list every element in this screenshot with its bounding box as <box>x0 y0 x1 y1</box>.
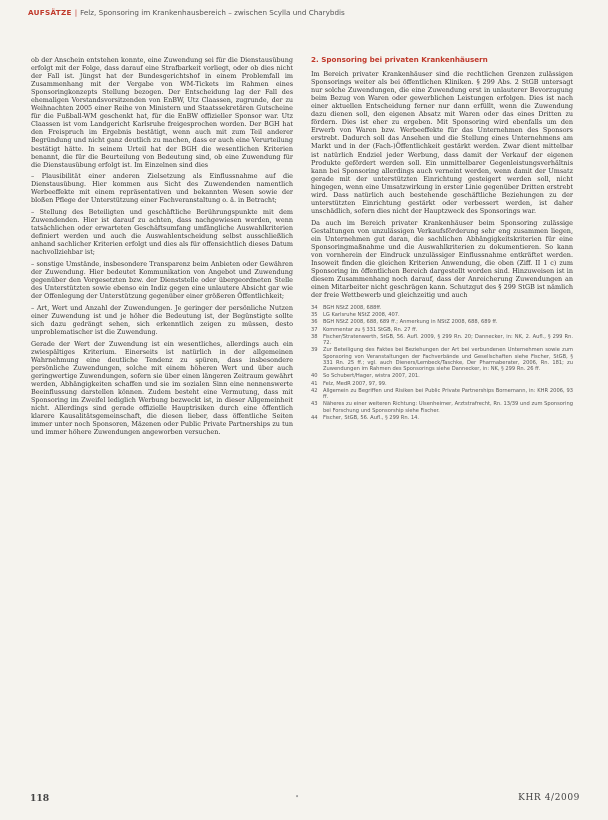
footnote-number: 40 <box>311 373 318 380</box>
right-paragraph: Da auch im Bereich privater Krankenhäuser beim Sponsoring zulässige Gestaltungen von unzulässigen Verkaufsförderung sehr eng zusammen liegen, ein Unternehmen gut daran, die sachlichen Abhängigkeitskriterien für eine Sponsoringmaßnahme und die Auswahlkriterien zu dokumentieren. So kann von vornherein der Eindruck unzulässiger Einflussnahme entkräftet werden. Insoweit finden die gleichen Kriterien Anwendung, die oben (Ziff. II 1 c) zum Sponsoring im öffentlichen Bereich dargestellt worden sind. Hinzuweisen ist in diesem Zusammenhang noch darauf, dass der Anreicherung Zuwendungen an einen Mitarbeiter nicht geschrägen kann. Schutzgut des § 299 StGB ist nämlich der freie Wettbewerb und gleichzeitig und auch <box>311 218 573 300</box>
footnote <box>311 415 573 421</box>
footnote-text: Allgemein zu Begriffen und Risiken bei Public Private Partnerships Bornemann, in: KHR 2006, 93 ff. <box>323 387 573 400</box>
right-column <box>311 56 573 791</box>
footnote-text: Fischer, StGB, 56. Aufl., § 299 Rn. 14. <box>323 414 420 421</box>
footnote <box>311 388 573 401</box>
footnote-text: Zur Beteiligung des Faktes bei Beziehungen der Art bei verbundenen Unternehmen sowie zum Sponsoring von Veranstaltungen der Fachverbände und Gesellschaften siehe Fischer, StGB, § 331 Rn. 25 ff.; vgl. auch Dieners/Lembeck/Taschke, Der Pharmaberater, 2006, Rn. 181; zu Zuwendungen im Rahmen des Sponsorings siehe Dannecker, in: NK, § 299 Rn. 26 ff. <box>323 347 573 373</box>
journal-citation: KHR 4/2009 <box>518 793 580 803</box>
section-heading: 2. Sponsoring bei privaten Krankenhäusern <box>311 56 488 64</box>
footnote-number: 42 <box>311 387 318 394</box>
fold-mark: • <box>295 793 300 801</box>
footnote <box>311 347 573 373</box>
left-list-item: – Stellung des Beteiligten und geschäftliche Berührungspunkte mit dem Zuwendenden. Hier ist darauf zu achten, dass nachgewiesen werden, wenn tatsächlichen oder erwarteten Geschäftsumfang umfängliche Auswahlkriterien definiert werden und auch die Auswahlentscheidung selbst ausschließlich anhand sachlicher Kriterien erfolgt und dies als für offensichtlich dieses Datum nachvollziehbar ist; <box>31 208 293 257</box>
footnote-number: 35 <box>311 312 318 319</box>
footnote-text: Näheres zu einer weiteren Richtung: Ulsenheimer, Arztstrafrecht, Rn. 13/39 und zum Sponsoring bei Forschung und Sponsorship siehe Fischer. <box>323 401 573 414</box>
footnote-number: 36 <box>311 319 318 326</box>
footnotes <box>311 305 573 421</box>
footnote-number: 37 <box>311 326 318 333</box>
header-separator: | <box>74 8 78 17</box>
footnote-number: 43 <box>311 401 318 408</box>
section-label: AUFSÄTZE <box>28 8 72 17</box>
footnote-number: 44 <box>311 414 318 421</box>
left-list-item: – Plausibilität einer anderen Zielsetzung als Einflussnahme auf die Dienstausübung. Hier kommen aus Sicht des Zuwendenden namentlich Werbeeffekte mit einem repräsentativen und bekannten Wesen sowie der bloßen Pflege der Unterstützung einer Fachveranstaltung o. ä. in Betracht; <box>31 172 293 205</box>
footnote-text: So Schubert/Hager, wistra 2007, 201. <box>323 373 420 380</box>
page-footer <box>30 793 580 809</box>
footnote <box>311 319 573 325</box>
footnote <box>311 305 573 311</box>
footnote-text: Felz, MedR 2007, 97, 99. <box>323 380 387 387</box>
footnote <box>311 334 573 347</box>
left-list-item: – Art, Wert und Anzahl der Zuwendungen. Je geringer der persönliche Nutzen einer Zuwendung ist und je höher die Bedeutung ist, der Begünstigte sollte sich dazu gedrängt sehen, sich erkenntlich zeigen zu müssen, desto unproblematischer ist die Zuwendung. <box>31 303 293 336</box>
article-running-title: Felz, Sponsoring im Krankenhausbereich – zwischen Scylla und Charybdis <box>80 8 345 17</box>
footnote-number: 34 <box>311 305 318 312</box>
running-header <box>28 8 588 24</box>
right-paragraph: Im Bereich privater Krankenhäuser sind die rechtlichen Grenzen zulässigen Sponsorings weiter als bei öffentlichen Kliniken. § 299 Abs. 2 StGB untersagt nur solche Zuwendungen, die eine Zuwendung erst in unlauterer Bevorzugung beim Bezug von Waren oder gewerblichen Leistungen erfolgen. Dies ist nach einer aktuellen Entscheidung ferner nur dann erfüllt, wenn die Zuwendung dazu dienen soll, den eigenen Absatz mit Waren oder das eines Dritten zu fördern. Dies ist eher zu ergeben. Mit Sponsoring wird ebenfalls um den Erwerb von Waren bzw. Werbeeffekte für das Unternehmen des Sponsors erstrebt. Dadurch soll das Ansehen und die Stellung eines Unternehmens am Markt und in der (Fach-)Öffentlichkeit gestärkt werden. Zwar dient mittelbar ist natürlich Endziel jeder Werbung, dass damit der Verkauf der eigenen Produkte gefördert werden soll. Ein unmittelbarer Gegenleistungsverhältnis kann bei Sponsoring allerdings auch verneint werden, wenn damit der Umsatz gerade mit der unterstützten Einrichtung gesteigert werden soll, nicht hingegen, wenn eine Umsatzwirkung in erster Linie gegenüber Dritten erstrebt wird. Dass natürlich auch bestehende geschäftliche Beziehungen zu der unterstützten Einrichtung gestärkt oder verbessert werden, ist daher unschädlich, sofern dies nicht der Hauptzweck des Sponsorings war. <box>311 70 573 215</box>
footnote <box>311 312 573 318</box>
footnote-number: 38 <box>311 333 318 340</box>
footnote <box>311 373 573 379</box>
footnote-number: 41 <box>311 380 318 387</box>
footnote-text: LG Karlsruhe NStZ 2008, 407. <box>323 312 400 319</box>
footnote-text: Fischer/Stratenwerth, StGB, 56. Aufl. 2009, § 299 Rn. 20; Dannecker, in: NK, 2. Aufl., § 299 Rn. 72. <box>323 333 573 346</box>
page-number: 118 <box>30 793 50 804</box>
footnote-number: 39 <box>311 347 318 354</box>
left-paragraph: Gerade der Wert der Zuwendung ist ein wesentliches, allerdings auch ein zwiespältiges Kriterium. Einerseits ist natürlich in der allgemeinen Wahrnehmung eine deutliche Tendenz zu spüren, dass insbesondere persönliche Zuwendungen, solche mit einem höheren Wert und über auch geringwertige Zuwendungen, sofern sie über einen längeren Zeitraum gewährt werden, Abhängigkeiten schaffen und sie im sozialen Sinn eine nennenswerte Beeinflussung darstellen können. Zudem besteht eine Vermutung, dass mit Sponsoring im Zweifel lediglich Werbung bezweckt ist, in dieser Allgemeinheit nicht. Allerdings sind gerade offizielle Hauptrisiken durch eine öffentlich klarere Kausalitätsgemeinschaft, die diesen lieber, dass öffentliche Seiten immer unter noch Sponsoren, Mäzenen oder Public Private Partnerships zu tun und immer höhere Zuwendungen angeworben versuchen. <box>31 339 293 437</box>
footnote-text: Kommentar zu § 331 StGB, Rn. 27 ff. <box>323 326 418 333</box>
footnote-text: BGH NStZ 2008, 688ff. <box>323 305 382 312</box>
footnote <box>311 327 573 333</box>
footnote <box>311 381 573 387</box>
footnote <box>311 401 573 414</box>
left-list-item: – sonstige Umstände, insbesondere Transparenz beim Anbieten oder Gewähren der Zuwendung. Hier bedeutet Kommunikation von Angebot und Zuwendung gegenüber den Vorgesetzten bzw. der Dienststelle oder übergeordneten Stelle des Unterstützten sowie ebenso ein Indiz gegen eine unlautere Absicht gar wie der Offenlegung der Unterstützung gegenüber einer größeren Öffentlichkeit; <box>31 259 293 301</box>
footnote-text: BGH NStZ 2008, 688, 689 ff.; Anmerkung in NStZ 2008, 688, 689 ff. <box>323 319 498 326</box>
left-paragraph: ob der Anschein entstehen konnte, eine Zuwendung sei für die Dienstausübung erfolgt mit der Folge, dass darauf eine Strafbarkeit vorliegt, oder ob dies nicht der Fall ist. Jüngst hat der Bundesgerichtshof in einem Problemfall im Zusammenhang mit der Vergabe von WM-Tickets im Rahmen eines Sponsoringkonzepts Stellung bezogen. Der Entscheidung lag der Fall des ehemaligen Vorstandsvorsitzenden von EnBW, Utz Claassen, zugrunde, der zu Weihnachten 2005 einer Reihe von Ministern und Staatssekretären Gutscheine für die Fußball-WM geschenkt hat, für die EnBW offizieller Sponsor war. Utz Claassen ist vom Landgericht Karlsruhe freigesprochen worden. Der BGH hat den Freispruch im Ergebnis bestätigt, wenn auch mit zum Teil anderer Begründung und nicht ganz deutlich zu machen, dass er auch eine Verurteilung bestätigt hätte. In seinem Urteil hat der BGH die wesentlichen Kriterien benannt, die für die Beurteilung von Bedeutung sind, ob eine Zuwendung für die Dienstausübung erfolgt ist. Im Einzelnen sind dies <box>31 56 293 169</box>
left-column <box>31 56 293 791</box>
